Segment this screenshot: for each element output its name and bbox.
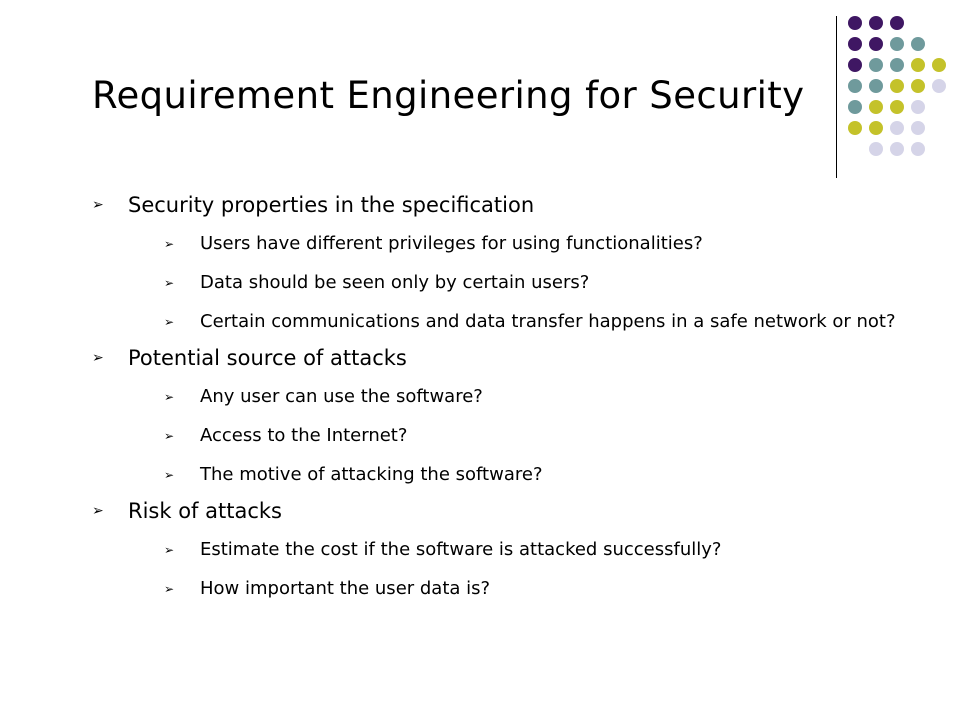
sub-bullet-text: Access to the Internet? <box>200 425 408 446</box>
bullet-item <box>92 343 912 490</box>
arrow-bullet-icon: ➢ <box>164 237 175 251</box>
decorative-dot <box>848 58 862 72</box>
title-divider-line <box>836 16 837 178</box>
decorative-dot <box>890 16 904 30</box>
sub-bullet-item <box>164 574 912 604</box>
decorative-dot <box>869 37 883 51</box>
slide-title: Requirement Engineering for Security <box>92 74 805 117</box>
decorative-dot <box>890 79 904 93</box>
bullet-list <box>92 184 912 604</box>
decorative-dot <box>932 58 946 72</box>
decorative-dot <box>890 100 904 114</box>
sub-bullet-text: Users have different privileges for using functionalities? <box>200 233 703 254</box>
arrow-bullet-icon: ➢ <box>92 503 104 519</box>
decorative-dot <box>890 58 904 72</box>
decorative-dot <box>911 58 925 72</box>
bullet-heading: Security properties in the specification <box>128 193 535 217</box>
arrow-bullet-icon: ➢ <box>92 350 104 366</box>
sub-bullet-text: The motive of attacking the software? <box>200 464 543 485</box>
decorative-dot <box>869 121 883 135</box>
sub-bullet-item <box>164 229 912 259</box>
decorative-dot <box>911 121 925 135</box>
bullet-heading: Risk of attacks <box>128 499 282 523</box>
decorative-dot <box>848 37 862 51</box>
decorative-dot <box>869 100 883 114</box>
sub-bullet-text: Data should be seen only by certain users? <box>200 272 590 293</box>
arrow-bullet-icon: ➢ <box>92 197 104 213</box>
sub-bullet-text: Certain communications and data transfer happens in a safe network or not? <box>200 311 896 332</box>
decorative-dot <box>869 142 883 156</box>
decorative-dot <box>911 37 925 51</box>
sub-bullet-list <box>128 229 912 337</box>
decorative-dot <box>890 37 904 51</box>
arrow-bullet-icon: ➢ <box>164 468 175 482</box>
decorative-dot-grid <box>0 0 960 180</box>
decorative-dot <box>890 121 904 135</box>
bullet-heading: Potential source of attacks <box>128 346 407 370</box>
sub-bullet-item <box>164 307 912 337</box>
arrow-bullet-icon: ➢ <box>164 582 175 596</box>
decorative-dot <box>869 79 883 93</box>
sub-bullet-text: Estimate the cost if the software is attacked successfully? <box>200 539 722 560</box>
sub-bullet-list <box>128 535 912 604</box>
decorative-dot <box>911 100 925 114</box>
sub-bullet-text: How important the user data is? <box>200 578 491 599</box>
bullet-item <box>92 496 912 604</box>
sub-bullet-item <box>164 382 912 412</box>
decorative-dot <box>848 16 862 30</box>
sub-bullet-list <box>128 382 912 490</box>
sub-bullet-item <box>164 268 912 298</box>
decorative-dot <box>911 79 925 93</box>
decorative-dot <box>848 121 862 135</box>
arrow-bullet-icon: ➢ <box>164 315 175 329</box>
decorative-dot <box>869 58 883 72</box>
bullet-item <box>92 190 912 337</box>
decorative-dot <box>911 142 925 156</box>
decorative-dot <box>848 79 862 93</box>
arrow-bullet-icon: ➢ <box>164 390 175 404</box>
arrow-bullet-icon: ➢ <box>164 429 175 443</box>
sub-bullet-item <box>164 535 912 565</box>
decorative-dot <box>890 142 904 156</box>
decorative-dot <box>932 79 946 93</box>
sub-bullet-item <box>164 421 912 451</box>
arrow-bullet-icon: ➢ <box>164 276 175 290</box>
arrow-bullet-icon: ➢ <box>164 543 175 557</box>
sub-bullet-item <box>164 460 912 490</box>
sub-bullet-text: Any user can use the software? <box>200 386 483 407</box>
decorative-dot <box>848 100 862 114</box>
decorative-dot <box>869 16 883 30</box>
